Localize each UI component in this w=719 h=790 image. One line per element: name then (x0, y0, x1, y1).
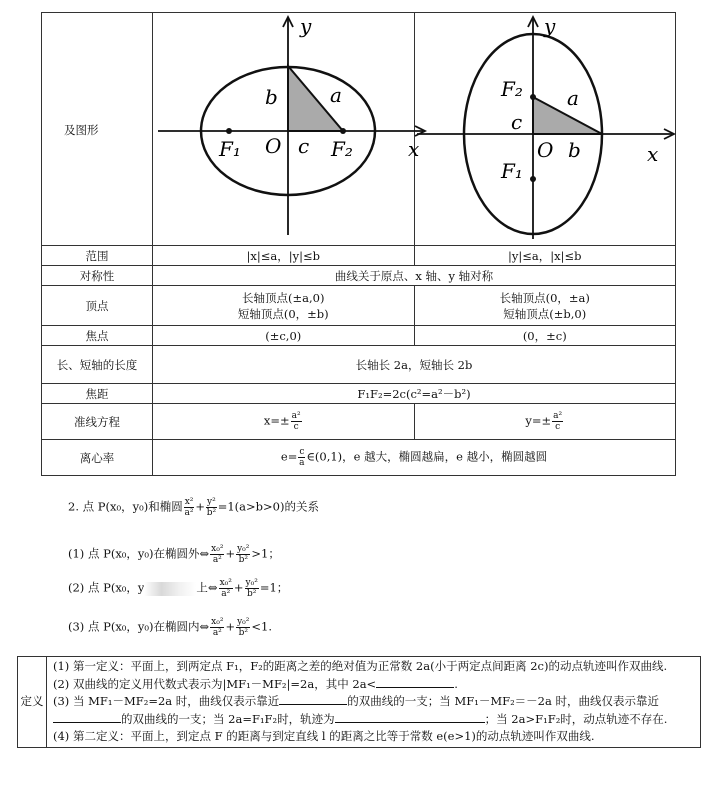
foci-vertical: (0，±c) (414, 326, 676, 346)
row-label-eccentricity: 离心率 (42, 440, 153, 476)
row-label-axis-length: 长、短轴的长度 (42, 346, 153, 384)
range-horizontal: |x|≤a，|y|≤b (153, 246, 415, 266)
symmetry-value: 曲线关于原点、x 轴、y 轴对称 (153, 266, 676, 286)
definition-branches: (3) 当 MF₁－MF₂=2a 时，曲线仅表示靠近 的双曲线的一支；当 MF₁－MF₂＝－2a 时，曲线仅表示靠近的双曲线的一支；当 2a=F₁F₂时，轨迹为 ；当 2a>F₁F₂时，动点轨迹不存在. (53, 694, 668, 726)
section2-item-on: (2) 点 P(x₀，y 上⇔ $\frac{\text{x₀²}}{\text{a²}}$ + $\frac{\text{y₀²}}{\text{b²}}$ =1； (68, 578, 289, 599)
fraction: $\frac{\text{a²}}{c}$ (291, 411, 301, 432)
row-label-foci: 焦点 (42, 326, 153, 346)
a-label: a (330, 83, 342, 107)
vertical-ellipse-diagram (415, 13, 680, 241)
origin-label: O (265, 134, 282, 158)
section2-intro: 2. 点 P(x₀，y₀)和椭圆 $\frac{\text{x²}}{\text{a²}}$ + $\frac{\text{y²}}{\text{b²}}$ =1(a>b>0)的关系 (68, 497, 319, 518)
row-label-vertices: 顶点 (42, 286, 153, 326)
vertical-ellipse-figure (414, 13, 676, 246)
f1-label: F₁ (500, 159, 523, 183)
definition-second: (4) 第二定义：平面上，到定点 F 的距离与到定直线 l 的距离之比等于常数 e(e>1)的动点轨迹叫作双曲线. (53, 729, 595, 743)
row-label-symmetry: 对称性 (42, 266, 153, 286)
major-vertices-h: 长轴顶点(±a,0) (242, 290, 325, 305)
c-label: c (510, 110, 522, 134)
definition-label: 定义 (18, 657, 47, 748)
fraction: $\frac{\text{a²}}{c}$ (553, 411, 563, 432)
minor-vertices-v: 短轴顶点(±b,0) (503, 306, 587, 321)
row-label-range: 范围 (42, 246, 153, 266)
minor-vertices-h: 短轴顶点(0，±b) (237, 306, 329, 321)
definition-first: (1) 第一定义：平面上，到两定点 F₁，F₂的距离之差的绝对值为正常数 2a(小于两定点间距离 2c)的动点轨迹叫作双曲线. (53, 659, 668, 673)
blurred-region (144, 582, 196, 596)
axis-length-value: 长轴长 2a，短轴长 2b (153, 346, 676, 384)
directrix-lhs: x=± (263, 413, 290, 428)
fraction: $\frac{c}{a}$ (299, 447, 305, 468)
c-label: c (298, 134, 310, 158)
ellipse-properties-table (41, 12, 676, 476)
y-axis-label: y (300, 14, 312, 38)
foci-horizontal: (±c,0) (153, 326, 415, 346)
definition-algebraic: (2) 双曲线的定义用代数式表示为|MF₁－MF₂|=2a，其中 2a< . (53, 676, 458, 691)
blank-field[interactable] (279, 693, 347, 705)
focal-distance-value: F₁F₂=2c(c²=a²－b²) (153, 384, 676, 404)
major-vertices-v: 长轴顶点(0，±a) (499, 290, 590, 305)
blank-field[interactable] (335, 711, 485, 723)
row-label-focal-distance: 焦距 (42, 384, 153, 404)
horizontal-ellipse-figure (153, 13, 420, 246)
blank-field[interactable] (53, 711, 121, 723)
blank-field[interactable] (376, 676, 454, 688)
range-vertical: |y|≤a，|x|≤b (414, 246, 676, 266)
section2-item-inside: (3) 点 P(x₀，y₀)在椭圆内⇔ $\frac{\text{x₀²}}{\text{a²}}$ + $\frac{\text{y₀²}}{\text{b²}}$ <1. (68, 617, 273, 638)
f2-label: F₂ (331, 137, 353, 161)
hyperbola-definition-table (17, 656, 701, 748)
f1-label: F₁ (219, 137, 241, 161)
row-label-figure: 及图形 (42, 13, 153, 246)
directrix-lhs: y=± (525, 413, 552, 428)
y-axis-label: y (543, 14, 555, 38)
vertices-vertical (414, 286, 676, 326)
origin-label: O (536, 138, 553, 162)
b-label: b (567, 138, 581, 162)
vertices-horizontal (153, 286, 415, 326)
row-label-directrix: 准线方程 (42, 404, 153, 440)
eccentricity-value: e= $\frac{c}{a}$ ∈(0,1)，e 越大，椭圆越扁，e 越小，椭圆越圆 (153, 440, 676, 476)
b-label: b (265, 85, 278, 109)
directrix-horizontal (153, 404, 415, 440)
directrix-vertical (414, 404, 676, 440)
f2-label: F₂ (500, 77, 523, 101)
definition-content (47, 657, 701, 748)
section2-item-outside: (1) 点 P(x₀，y₀)在椭圆外⇔ $\frac{\text{x₀²}}{\text{a²}}$ + $\frac{\text{y₀²}}{\text{b²}}$ >1； (68, 544, 280, 565)
x-axis-label: x (646, 142, 658, 166)
x-axis-label: x (408, 137, 420, 161)
a-label: a (566, 86, 579, 110)
horizontal-ellipse-diagram (153, 13, 433, 241)
